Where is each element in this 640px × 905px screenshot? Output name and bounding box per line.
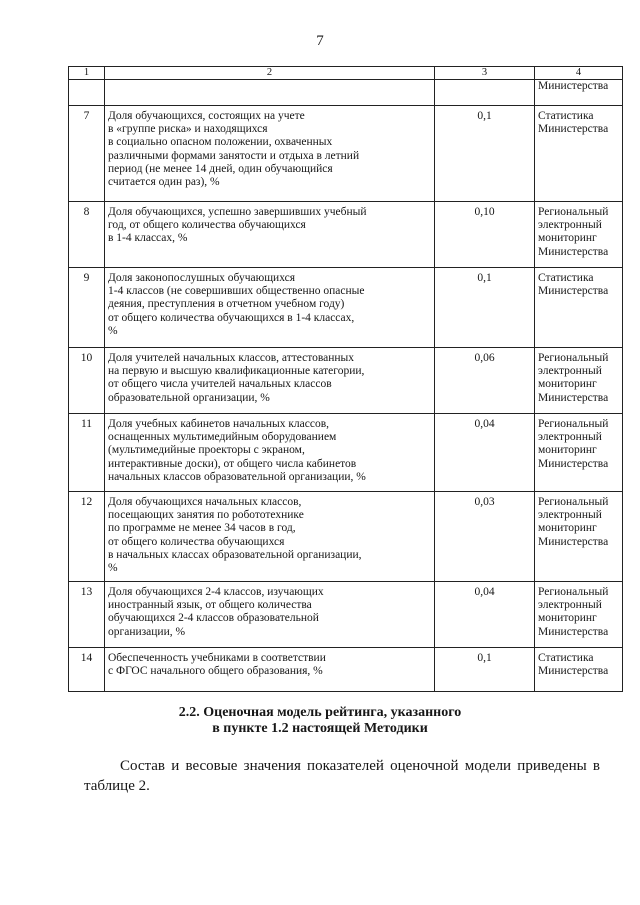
indicator-name: Доля учебных кабинетов начальных классов, оснащенных мультимедийным оборудованием (мультимедийные проекторы с экраном, интерактивные доски), от общего числа кабинетов начальных классов образовательной организации, % [105,414,435,492]
table-header-row [69,67,623,80]
section-heading-line-1: 2.2. Оценочная модель рейтинга, указанного [178,705,462,720]
indicator-name: Доля обучающихся 2-4 классов, изучающих иностранный язык, от общего количества обучающихся 2-4 классов образовательной организации, % [105,582,435,648]
continuation-row [69,80,623,106]
indicator-name: Доля законопослушных обучающихся 1-4 классов (не совершивших общественно опасные деяния, преступления в отчетном учебном году) от общего количества обучающихся в 1-4 классах, % [105,268,435,348]
page-number: 7 [316,33,324,49]
weight-value: 0,04 [435,582,535,648]
row-number: 11 [69,414,105,492]
row-number: 8 [69,202,105,268]
data-source: Региональный электронный мониторинг Министерства [535,492,623,582]
row-number: 12 [69,492,105,582]
weight-value: 0,10 [435,202,535,268]
data-source: Региональный электронный мониторинг Министерства [535,414,623,492]
continuation-num [69,80,105,106]
section-paragraph: Состав и весовые значения показателей оценочной модели приведены в таблице 2. [84,758,600,794]
row-number: 14 [69,648,105,692]
data-source: Региональный электронный мониторинг Министерства [535,582,623,648]
column-header-1: 1 [69,67,105,80]
data-source: Региональный электронный мониторинг Министерства [535,202,623,268]
data-source: Региональный электронный мониторинг Министерства [535,348,623,414]
section-heading [0,705,640,737]
weight-value: 0,1 [435,648,535,692]
table-row [69,106,623,202]
indicator-name: Доля обучающихся, успешно завершивших учебный год, от общего количества обучающихся в 1-4 классах, % [105,202,435,268]
weight-value: 0,04 [435,414,535,492]
column-header-2: 2 [105,67,435,80]
weight-value: 0,03 [435,492,535,582]
indicator-name: Обеспеченность учебниками в соответствии с ФГОС начального общего образования, % [105,648,435,692]
weight-value: 0,1 [435,268,535,348]
row-number: 10 [69,348,105,414]
table-row [69,348,623,414]
table-row [69,492,623,582]
continuation-source: Министерства [535,80,623,106]
weight-value: 0,06 [435,348,535,414]
continuation-name [105,80,435,106]
section-heading-line-2: в пункте 1.2 настоящей Методики [212,721,428,736]
data-source: Статистика Министерства [535,648,623,692]
indicator-name: Доля обучающихся, состоящих на учете в «группе риска» и находящихся в социально опасном положении, охваченных различными формами занятости и отдыха в летний период (не менее 14 дней, один обучающийся считается один раз), % [105,106,435,202]
table-row [69,648,623,692]
table-row [69,202,623,268]
data-source: Статистика Министерства [535,268,623,348]
indicators-table [68,66,623,692]
indicator-name: Доля обучающихся начальных классов, посещающих занятия по робототехнике по программе не менее 34 часов в год, от общего количества обучающихся в начальных классах образовательной организации, % [105,492,435,582]
weight-value: 0,1 [435,106,535,202]
row-number: 13 [69,582,105,648]
column-header-3: 3 [435,67,535,80]
table-row [69,582,623,648]
indicator-name: Доля учителей начальных классов, аттестованных на первую и высшую квалификационные категории, от общего числа учителей начальных классов образовательной организации, % [105,348,435,414]
row-number: 7 [69,106,105,202]
continuation-value [435,80,535,106]
column-header-4: 4 [535,67,623,80]
table-row [69,414,623,492]
row-number: 9 [69,268,105,348]
table-row [69,268,623,348]
data-source: Статистика Министерства [535,106,623,202]
